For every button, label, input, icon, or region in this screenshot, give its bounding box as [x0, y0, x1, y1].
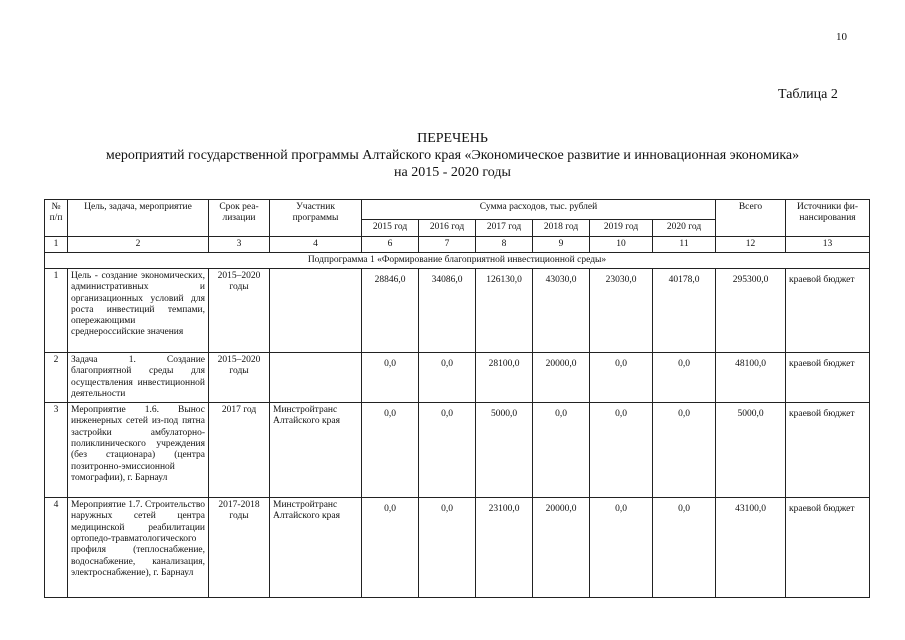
document-period: на 2015 - 2020 годы: [394, 165, 511, 180]
table-row: [45, 353, 870, 403]
row-participant: Минстройтранс Алтайского края: [270, 498, 362, 598]
row-number: 4: [45, 498, 68, 598]
subprogram-heading: Подпрограмма 1 «Формирование благоприятной инвестиционной среды»: [45, 253, 870, 269]
row-value-2018: 20000,0: [533, 353, 590, 403]
column-number: 2: [68, 237, 209, 253]
row-source: краевой бюджет: [786, 269, 870, 353]
column-number: 8: [476, 237, 533, 253]
row-total: 295300,0: [716, 269, 786, 353]
row-value-2018: 43030,0: [533, 269, 590, 353]
row-value-2015: 0,0: [362, 353, 419, 403]
row-term: 2015–2020 годы: [209, 353, 270, 403]
header-sum: Сумма расходов, тыс. рублей: [362, 200, 716, 220]
row-value-2019: 0,0: [590, 498, 653, 598]
row-value-2016: 34086,0: [419, 269, 476, 353]
column-number: 13: [786, 237, 870, 253]
header-year: 2019 год: [590, 220, 653, 237]
table-row: [45, 269, 870, 353]
row-number: 1: [45, 269, 68, 353]
row-goal: Мероприятие 1.7. Строительство наружных сетей центра медицинской реабилитации ортопедо-травматологического профиля (теплоснабжение, водоснабжение, канализация, электроснабжение), г. Барнаул: [68, 498, 209, 598]
row-total: 48100,0: [716, 353, 786, 403]
table-row: [45, 498, 870, 598]
column-number: 3: [209, 237, 270, 253]
header-year: 2020 год: [653, 220, 716, 237]
header-year: 2017 год: [476, 220, 533, 237]
header-year: 2018 год: [533, 220, 590, 237]
row-participant: Минстройтранс Алтайского края: [270, 403, 362, 498]
row-goal: Цель - создание экономических, административных и организационных условий для роста инвестиций темпами, опережающими среднероссийские значения: [68, 269, 209, 353]
column-number: 12: [716, 237, 786, 253]
column-number: 7: [419, 237, 476, 253]
row-value-2015: 0,0: [362, 498, 419, 598]
row-number: 2: [45, 353, 68, 403]
row-value-2016: 0,0: [419, 498, 476, 598]
column-number: 6: [362, 237, 419, 253]
row-value-2017: 126130,0: [476, 269, 533, 353]
row-value-2020: 0,0: [653, 353, 716, 403]
table-row: [45, 403, 870, 498]
row-value-2018: 20000,0: [533, 498, 590, 598]
row-value-2015: 0,0: [362, 403, 419, 498]
row-value-2019: 0,0: [590, 353, 653, 403]
row-participant: [270, 353, 362, 403]
row-source: краевой бюджет: [786, 353, 870, 403]
column-number: 9: [533, 237, 590, 253]
document-subtitle: мероприятий государственной программы Алтайского края «Экономическое развитие и инновационная экономика»: [105, 148, 800, 163]
header-participant: Участник программы: [270, 200, 362, 237]
row-total: 43100,0: [716, 498, 786, 598]
row-value-2017: 5000,0: [476, 403, 533, 498]
row-value-2020: 0,0: [653, 403, 716, 498]
row-number: 3: [45, 403, 68, 498]
row-value-2019: 23030,0: [590, 269, 653, 353]
header-source: Источники фи-нансирования: [786, 200, 870, 237]
row-value-2016: 0,0: [419, 403, 476, 498]
measures-table: [44, 199, 870, 598]
row-term: 2015–2020 годы: [209, 269, 270, 353]
row-value-2018: 0,0: [533, 403, 590, 498]
row-source: краевой бюджет: [786, 498, 870, 598]
header-total: Всего: [716, 200, 786, 237]
table-label: Таблица 2: [778, 87, 838, 102]
header-term: Срок реа-лизации: [209, 200, 270, 237]
row-value-2017: 28100,0: [476, 353, 533, 403]
row-participant: [270, 269, 362, 353]
row-source: краевой бюджет: [786, 403, 870, 498]
header-num: № п/п: [45, 200, 68, 237]
column-number: 4: [270, 237, 362, 253]
row-goal: Мероприятие 1.6. Вынос инженерных сетей из-под пятна застройки амбулаторно-поликлинического учреждения (без стационара) (центра позитронно-эмиссионной томографии), г. Барнаул: [68, 403, 209, 498]
row-value-2015: 28846,0: [362, 269, 419, 353]
row-value-2019: 0,0: [590, 403, 653, 498]
header-year: 2016 год: [419, 220, 476, 237]
row-value-2016: 0,0: [419, 353, 476, 403]
column-number: 10: [590, 237, 653, 253]
row-value-2020: 0,0: [653, 498, 716, 598]
row-term: 2017-2018 годы: [209, 498, 270, 598]
document-title: ПЕРЕЧЕНЬ: [417, 131, 488, 146]
column-number: 1: [45, 237, 68, 253]
row-goal: Задача 1. Создание благоприятной среды для осуществления инвестиционной деятельности: [68, 353, 209, 403]
row-value-2020: 40178,0: [653, 269, 716, 353]
page-number: 10: [836, 31, 847, 43]
header-goal: Цель, задача, мероприятие: [68, 200, 209, 237]
header-year: 2015 год: [362, 220, 419, 237]
column-number: 11: [653, 237, 716, 253]
row-term: 2017 год: [209, 403, 270, 498]
row-total: 5000,0: [716, 403, 786, 498]
row-value-2017: 23100,0: [476, 498, 533, 598]
